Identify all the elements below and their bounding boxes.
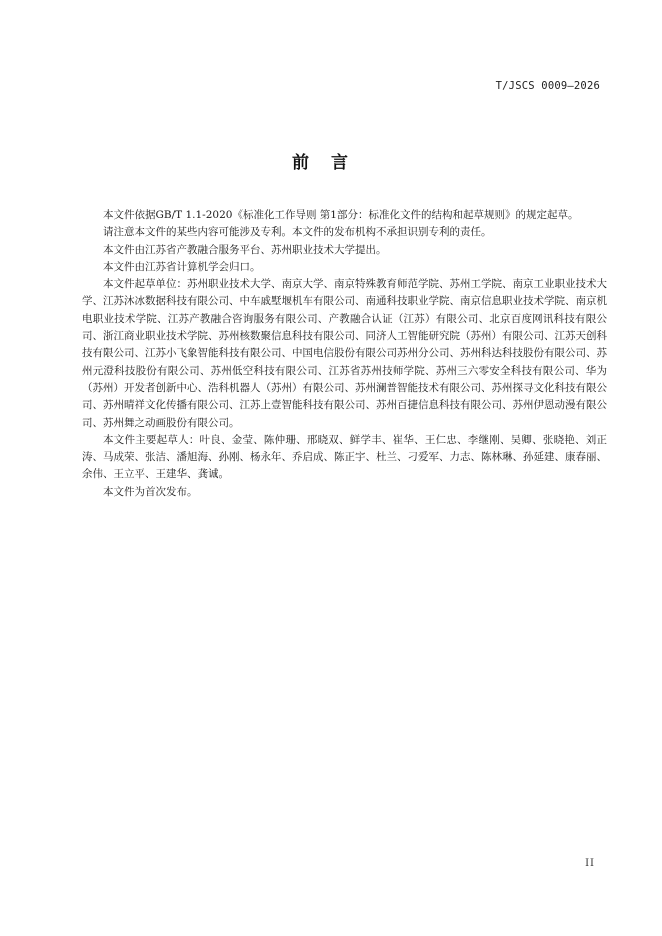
paragraph-drafting-organizations: 本文件起草单位：苏州职业技术大学、南京大学、南京特殊教育师范学院、苏州工学院、南京工业职业技术大学、江苏沐冰数据科技有限公司、中车戚墅堰机车有限公司、南通科技职业学院、南京信息职业技术学院、南京机电职业技术学院、江苏产教融合咨询服务有限公司、产教融合认证（江苏）有限公司、北京百度网讯科技有限公司、浙江商业职业技术学院、苏州核数聚信息科技有限公司、同济人工智能研究院（苏州）有限公司、江苏天创科技有限公司、江苏小飞象智能科技有限公司、中国电信股份有限公司苏州分公司、苏州科达科技股份有限公司、苏州元澄科技股份有限公司、苏州低空科技有限公司、江苏省苏州技师学院、苏州三六零安全科技有限公司、华为（苏州）开发者创新中心、浩科机器人（苏州）有限公司、苏州澜普智能技术有限公司、苏州探寻文化科技有限公司、苏州晴祥文化传播有限公司、江苏上壹智能科技有限公司、苏州百捷信息科技有限公司、苏州伊恩动漫有限公司、苏州舞之动画股份有限公司。 [82,278,607,429]
document-code: T/JSCS 0009—2026 [495,80,600,92]
paragraph-centralized-management: 本文件由江苏省计算机学会归口。 [103,260,261,273]
paragraph-patent-notice: 请注意本文件的某些内容可能涉及专利。本文件的发布机构不承担识别专利的责任。 [103,226,492,239]
paragraph-main-drafters: 本文件主要起草人：叶良、金莹、陈仲珊、邢晓双、鲜学丰、崔华、王仁忠、李继刚、吴卿、张晓艳、刘正涛、马成荣、张洁、潘旭海、孙刚、杨永年、乔启成、陈正宇、杜兰、刁爱军、力志、陈林琳、孙延建、康春丽、余伟、王立平、王建华、龚诚。 [82,433,607,481]
foreword-body [82,207,607,501]
page-number: II [585,858,595,869]
paragraph-proposer: 本文件由江苏省产教融合服务平台、苏州职业技术大学提出。 [103,243,387,256]
page-title: 前言 [292,153,370,173]
paragraph-drafting-basis: 本文件依据GB/T 1.1-2020《标准化工作导则 第1部分：标准化文件的结构和起草规则》的规定起草。 [103,209,579,221]
paragraph-first-release: 本文件为首次发布。 [103,485,198,498]
